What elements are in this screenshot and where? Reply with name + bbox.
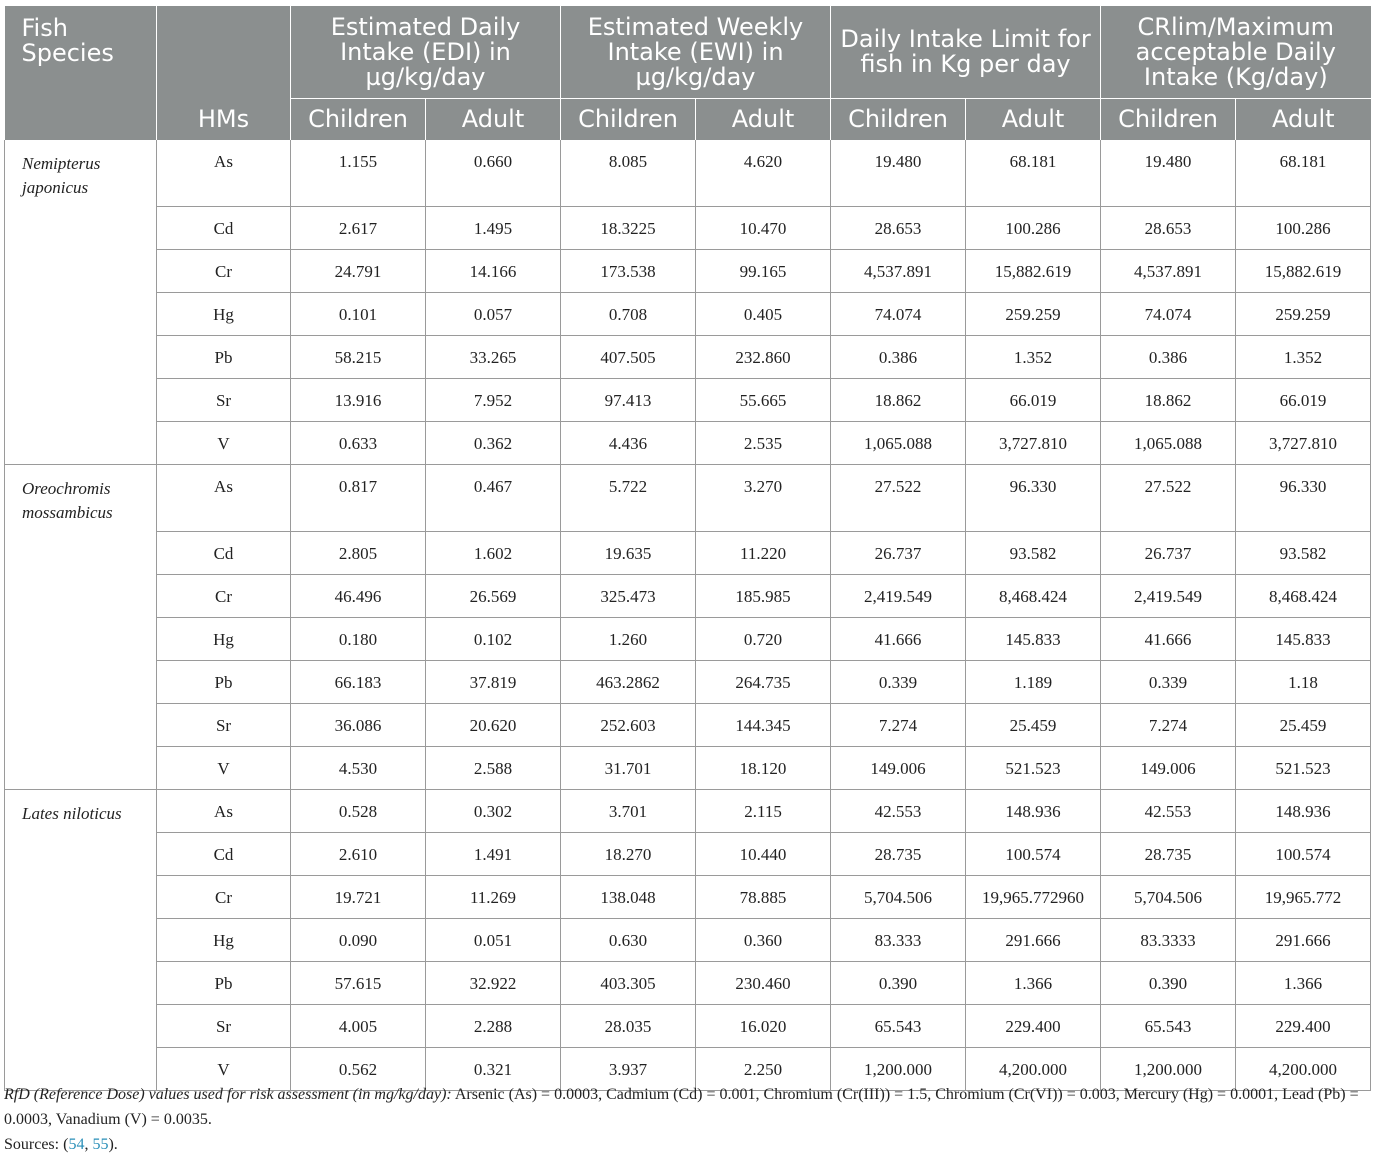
crlim-adult-cell: 66.019 xyxy=(1236,379,1371,422)
ewi-children-cell: 18.270 xyxy=(561,833,696,876)
crlim-children-cell: 65.543 xyxy=(1101,1005,1236,1048)
edi-children-cell: 46.496 xyxy=(291,575,426,618)
crlim-adult-cell: 1.352 xyxy=(1236,336,1371,379)
hm-cell: V xyxy=(157,747,291,790)
crlim-adult-cell: 15,882.619 xyxy=(1236,250,1371,293)
ewi-children-cell: 407.505 xyxy=(561,336,696,379)
hm-cell: As xyxy=(157,465,291,532)
intake-table xyxy=(4,6,1371,1091)
table-row xyxy=(5,336,1371,379)
hm-cell: Pb xyxy=(157,962,291,1005)
table-row xyxy=(5,661,1371,704)
table-row xyxy=(5,293,1371,336)
dil-children-cell: 0.390 xyxy=(831,962,966,1005)
sources-note xyxy=(4,1132,1370,1157)
hm-cell: Cr xyxy=(157,250,291,293)
crlim-adult-cell: 1.366 xyxy=(1236,962,1371,1005)
ewi-adult-cell: 144.345 xyxy=(696,704,831,747)
ewi-adult-cell: 2.115 xyxy=(696,790,831,833)
header-row-sub xyxy=(5,99,1371,141)
edi-group-header: Estimated Daily Intake (EDI) in µg/kg/day xyxy=(291,6,561,99)
rfd-label: RfD (Reference Dose) values used for risk assessment (in mg/kg/day): xyxy=(4,1086,452,1103)
edi-adult-header: Adult xyxy=(426,99,561,141)
crlim-children-cell: 5,704.506 xyxy=(1101,876,1236,919)
crlim-adult-cell: 148.936 xyxy=(1236,790,1371,833)
edi-adult-cell: 7.952 xyxy=(426,379,561,422)
crlim-adult-cell: 25.459 xyxy=(1236,704,1371,747)
ewi-adult-cell: 0.720 xyxy=(696,618,831,661)
edi-adult-cell: 0.302 xyxy=(426,790,561,833)
dil-adult-cell: 8,468.424 xyxy=(966,575,1101,618)
edi-children-cell: 58.215 xyxy=(291,336,426,379)
dil-adult-cell: 4,200.000 xyxy=(966,1048,1101,1091)
crlim-adult-cell: 3,727.810 xyxy=(1236,422,1371,465)
reference-link-54[interactable]: 54 xyxy=(68,1136,85,1153)
ewi-adult-cell: 2.535 xyxy=(696,422,831,465)
fish-species-header: Fish Species xyxy=(5,6,157,140)
hm-cell: Cr xyxy=(157,575,291,618)
edi-children-cell: 2.610 xyxy=(291,833,426,876)
crlim-children-cell: 149.006 xyxy=(1101,747,1236,790)
dil-children-cell: 2,419.549 xyxy=(831,575,966,618)
edi-children-cell: 0.528 xyxy=(291,790,426,833)
dil-children-cell: 28.653 xyxy=(831,207,966,250)
sources-separator: , xyxy=(84,1136,93,1153)
crlim-children-cell: 18.862 xyxy=(1101,379,1236,422)
dil-adult-cell: 19,965.772960 xyxy=(966,876,1101,919)
table-row xyxy=(5,747,1371,790)
edi-children-cell: 0.817 xyxy=(291,465,426,532)
crlim-adult-cell: 145.833 xyxy=(1236,618,1371,661)
species-name-cell: Lates niloticus xyxy=(5,790,157,1091)
hm-cell: Hg xyxy=(157,919,291,962)
table-row xyxy=(5,207,1371,250)
hm-cell: Hg xyxy=(157,618,291,661)
hm-cell: Pb xyxy=(157,661,291,704)
dil-adult-cell: 291.666 xyxy=(966,919,1101,962)
hm-cell: Cd xyxy=(157,532,291,575)
dil-adult-cell: 145.833 xyxy=(966,618,1101,661)
edi-adult-cell: 0.467 xyxy=(426,465,561,532)
crlim-children-cell: 7.274 xyxy=(1101,704,1236,747)
edi-adult-cell: 1.602 xyxy=(426,532,561,575)
edi-children-cell: 13.916 xyxy=(291,379,426,422)
ewi-children-cell: 3.937 xyxy=(561,1048,696,1091)
crlim-adult-cell: 291.666 xyxy=(1236,919,1371,962)
dil-adult-cell: 15,882.619 xyxy=(966,250,1101,293)
dil-adult-cell: 93.582 xyxy=(966,532,1101,575)
table-row xyxy=(5,575,1371,618)
hm-cell: Cd xyxy=(157,207,291,250)
table-row xyxy=(5,1005,1371,1048)
dil-adult-cell: 96.330 xyxy=(966,465,1101,532)
sources-suffix: ). xyxy=(108,1136,118,1153)
dil-adult-cell: 148.936 xyxy=(966,790,1101,833)
ewi-children-cell: 0.708 xyxy=(561,293,696,336)
dil-children-cell: 18.862 xyxy=(831,379,966,422)
table-row xyxy=(5,833,1371,876)
edi-children-cell: 57.615 xyxy=(291,962,426,1005)
edi-adult-cell: 1.495 xyxy=(426,207,561,250)
dil-children-cell: 5,704.506 xyxy=(831,876,966,919)
ewi-adult-cell: 0.360 xyxy=(696,919,831,962)
ewi-adult-cell: 78.885 xyxy=(696,876,831,919)
crlim-adult-cell: 68.181 xyxy=(1236,140,1371,207)
edi-children-cell: 19.721 xyxy=(291,876,426,919)
dil-children-cell: 0.339 xyxy=(831,661,966,704)
ewi-adult-cell: 2.250 xyxy=(696,1048,831,1091)
ewi-children-cell: 8.085 xyxy=(561,140,696,207)
crlim-children-cell: 74.074 xyxy=(1101,293,1236,336)
ewi-children-cell: 31.701 xyxy=(561,747,696,790)
dil-adult-cell: 66.019 xyxy=(966,379,1101,422)
edi-children-cell: 2.617 xyxy=(291,207,426,250)
hm-cell: Sr xyxy=(157,704,291,747)
ewi-children-cell: 1.260 xyxy=(561,618,696,661)
ewi-children-cell: 97.413 xyxy=(561,379,696,422)
ewi-adult-cell: 10.470 xyxy=(696,207,831,250)
edi-adult-cell: 0.321 xyxy=(426,1048,561,1091)
table-row xyxy=(5,140,1371,207)
dil-children-cell: 19.480 xyxy=(831,140,966,207)
hm-cell: V xyxy=(157,1048,291,1091)
edi-adult-cell: 2.588 xyxy=(426,747,561,790)
hm-cell: V xyxy=(157,422,291,465)
ewi-children-cell: 5.722 xyxy=(561,465,696,532)
crlim-children-cell: 1,200.000 xyxy=(1101,1048,1236,1091)
dil-group-header: Daily Intake Limit for fish in Kg per day xyxy=(831,6,1101,99)
crlim-children-cell: 0.339 xyxy=(1101,661,1236,704)
table-row xyxy=(5,379,1371,422)
crlim-adult-cell: 100.286 xyxy=(1236,207,1371,250)
edi-adult-cell: 0.051 xyxy=(426,919,561,962)
edi-adult-cell: 11.269 xyxy=(426,876,561,919)
species-name-cell: Nemipterus japonicus xyxy=(5,140,157,465)
dil-adult-header: Adult xyxy=(966,99,1101,141)
edi-adult-cell: 0.057 xyxy=(426,293,561,336)
crlim-children-cell: 41.666 xyxy=(1101,618,1236,661)
edi-adult-cell: 2.288 xyxy=(426,1005,561,1048)
dil-adult-cell: 229.400 xyxy=(966,1005,1101,1048)
edi-children-cell: 2.805 xyxy=(291,532,426,575)
crlim-children-cell: 2,419.549 xyxy=(1101,575,1236,618)
ewi-children-cell: 403.305 xyxy=(561,962,696,1005)
ewi-group-header: Estimated Weekly Intake (EWI) in µg/kg/day xyxy=(561,6,831,99)
edi-children-cell: 1.155 xyxy=(291,140,426,207)
ewi-adult-cell: 230.460 xyxy=(696,962,831,1005)
hm-cell: As xyxy=(157,790,291,833)
edi-children-cell: 36.086 xyxy=(291,704,426,747)
ewi-children-cell: 19.635 xyxy=(561,532,696,575)
ewi-children-cell: 463.2862 xyxy=(561,661,696,704)
table-row xyxy=(5,790,1371,833)
header-row-groups xyxy=(5,6,1371,99)
crlim-adult-header: Adult xyxy=(1236,99,1371,141)
crlim-children-cell: 83.3333 xyxy=(1101,919,1236,962)
crlim-children-cell: 42.553 xyxy=(1101,790,1236,833)
dil-children-cell: 7.274 xyxy=(831,704,966,747)
dil-children-cell: 42.553 xyxy=(831,790,966,833)
dil-children-cell: 1,065.088 xyxy=(831,422,966,465)
dil-children-cell: 1,200.000 xyxy=(831,1048,966,1091)
ewi-adult-cell: 264.735 xyxy=(696,661,831,704)
ewi-children-cell: 325.473 xyxy=(561,575,696,618)
crlim-children-header: Children xyxy=(1101,99,1236,141)
hm-cell: Hg xyxy=(157,293,291,336)
table-footnotes xyxy=(4,1082,1370,1157)
hm-cell: As xyxy=(157,140,291,207)
dil-adult-cell: 68.181 xyxy=(966,140,1101,207)
ewi-children-cell: 4.436 xyxy=(561,422,696,465)
dil-children-cell: 41.666 xyxy=(831,618,966,661)
hm-cell: Pb xyxy=(157,336,291,379)
hm-cell: Sr xyxy=(157,379,291,422)
crlim-children-cell: 28.653 xyxy=(1101,207,1236,250)
hm-cell: Cd xyxy=(157,833,291,876)
edi-children-cell: 4.530 xyxy=(291,747,426,790)
edi-adult-cell: 32.922 xyxy=(426,962,561,1005)
crlim-adult-cell: 93.582 xyxy=(1236,532,1371,575)
table-row xyxy=(5,704,1371,747)
table-row xyxy=(5,422,1371,465)
hm-cell: Cr xyxy=(157,876,291,919)
table-row xyxy=(5,532,1371,575)
table-wrapper xyxy=(4,6,1370,1091)
edi-children-cell: 0.180 xyxy=(291,618,426,661)
ewi-children-cell: 28.035 xyxy=(561,1005,696,1048)
dil-children-cell: 28.735 xyxy=(831,833,966,876)
dil-adult-cell: 1.352 xyxy=(966,336,1101,379)
ewi-children-cell: 3.701 xyxy=(561,790,696,833)
table-body xyxy=(5,140,1371,1091)
ewi-adult-header: Adult xyxy=(696,99,831,141)
crlim-children-cell: 1,065.088 xyxy=(1101,422,1236,465)
ewi-adult-cell: 3.270 xyxy=(696,465,831,532)
table-row xyxy=(5,465,1371,532)
edi-children-header: Children xyxy=(291,99,426,141)
ewi-children-cell: 252.603 xyxy=(561,704,696,747)
crlim-children-cell: 26.737 xyxy=(1101,532,1236,575)
edi-adult-cell: 33.265 xyxy=(426,336,561,379)
table-row xyxy=(5,876,1371,919)
dil-adult-cell: 100.286 xyxy=(966,207,1101,250)
hms-header-top xyxy=(157,6,291,99)
ewi-children-cell: 138.048 xyxy=(561,876,696,919)
dil-adult-cell: 3,727.810 xyxy=(966,422,1101,465)
dil-children-cell: 0.386 xyxy=(831,336,966,379)
ewi-adult-cell: 11.220 xyxy=(696,532,831,575)
dil-adult-cell: 100.574 xyxy=(966,833,1101,876)
ewi-adult-cell: 10.440 xyxy=(696,833,831,876)
edi-children-cell: 66.183 xyxy=(291,661,426,704)
dil-adult-cell: 25.459 xyxy=(966,704,1101,747)
hms-header: HMs xyxy=(157,99,291,141)
crlim-children-cell: 27.522 xyxy=(1101,465,1236,532)
crlim-children-cell: 4,537.891 xyxy=(1101,250,1236,293)
crlim-adult-cell: 100.574 xyxy=(1236,833,1371,876)
edi-children-cell: 0.562 xyxy=(291,1048,426,1091)
ewi-adult-cell: 185.985 xyxy=(696,575,831,618)
dil-children-cell: 65.543 xyxy=(831,1005,966,1048)
ewi-adult-cell: 0.405 xyxy=(696,293,831,336)
crlim-adult-cell: 19,965.772 xyxy=(1236,876,1371,919)
edi-children-cell: 24.791 xyxy=(291,250,426,293)
ewi-children-header: Children xyxy=(561,99,696,141)
dil-adult-cell: 1.189 xyxy=(966,661,1101,704)
edi-adult-cell: 1.491 xyxy=(426,833,561,876)
edi-children-cell: 0.090 xyxy=(291,919,426,962)
rfd-values: Arsenic (As) = 0.0003, Cadmium (Cd) = 0.001, Chromium (Cr(III)) = 1.5, Chromium (Cr(VI)) = 0.003, Mercury (Hg) = 0.0001, Lead (Pb) = 0.0003, Vanadium (V) = 0.0035. xyxy=(4,1086,1359,1128)
crlim-adult-cell: 96.330 xyxy=(1236,465,1371,532)
ewi-adult-cell: 55.665 xyxy=(696,379,831,422)
rfd-note xyxy=(4,1082,1370,1132)
edi-children-cell: 0.101 xyxy=(291,293,426,336)
table-row xyxy=(5,962,1371,1005)
edi-adult-cell: 0.102 xyxy=(426,618,561,661)
ewi-adult-cell: 232.860 xyxy=(696,336,831,379)
dil-children-cell: 149.006 xyxy=(831,747,966,790)
edi-children-cell: 4.005 xyxy=(291,1005,426,1048)
dil-adult-cell: 259.259 xyxy=(966,293,1101,336)
crlim-children-cell: 19.480 xyxy=(1101,140,1236,207)
crlim-adult-cell: 8,468.424 xyxy=(1236,575,1371,618)
dil-children-cell: 4,537.891 xyxy=(831,250,966,293)
crlim-group-header: CRlim/Maximum acceptable Daily Intake (Kg/day) xyxy=(1101,6,1371,99)
table-row xyxy=(5,250,1371,293)
ewi-children-cell: 173.538 xyxy=(561,250,696,293)
edi-adult-cell: 20.620 xyxy=(426,704,561,747)
table-row xyxy=(5,919,1371,962)
edi-adult-cell: 0.362 xyxy=(426,422,561,465)
ewi-adult-cell: 99.165 xyxy=(696,250,831,293)
crlim-children-cell: 0.386 xyxy=(1101,336,1236,379)
dil-children-cell: 26.737 xyxy=(831,532,966,575)
crlim-adult-cell: 229.400 xyxy=(1236,1005,1371,1048)
dil-children-cell: 83.333 xyxy=(831,919,966,962)
sources-prefix: Sources: ( xyxy=(4,1136,69,1153)
crlim-adult-cell: 1.18 xyxy=(1236,661,1371,704)
crlim-adult-cell: 521.523 xyxy=(1236,747,1371,790)
dil-children-header: Children xyxy=(831,99,966,141)
ewi-adult-cell: 4.620 xyxy=(696,140,831,207)
edi-adult-cell: 26.569 xyxy=(426,575,561,618)
dil-adult-cell: 1.366 xyxy=(966,962,1101,1005)
edi-adult-cell: 0.660 xyxy=(426,140,561,207)
species-name-cell: Oreochromis mossambicus xyxy=(5,465,157,790)
reference-link-55[interactable]: 55 xyxy=(92,1136,109,1153)
dil-children-cell: 27.522 xyxy=(831,465,966,532)
ewi-adult-cell: 16.020 xyxy=(696,1005,831,1048)
edi-adult-cell: 37.819 xyxy=(426,661,561,704)
dil-adult-cell: 521.523 xyxy=(966,747,1101,790)
crlim-children-cell: 28.735 xyxy=(1101,833,1236,876)
dil-children-cell: 74.074 xyxy=(831,293,966,336)
edi-children-cell: 0.633 xyxy=(291,422,426,465)
hm-cell: Sr xyxy=(157,1005,291,1048)
table-row xyxy=(5,618,1371,661)
ewi-children-cell: 0.630 xyxy=(561,919,696,962)
edi-adult-cell: 14.166 xyxy=(426,250,561,293)
ewi-adult-cell: 18.120 xyxy=(696,747,831,790)
crlim-children-cell: 0.390 xyxy=(1101,962,1236,1005)
crlim-adult-cell: 4,200.000 xyxy=(1236,1048,1371,1091)
ewi-children-cell: 18.3225 xyxy=(561,207,696,250)
crlim-adult-cell: 259.259 xyxy=(1236,293,1371,336)
